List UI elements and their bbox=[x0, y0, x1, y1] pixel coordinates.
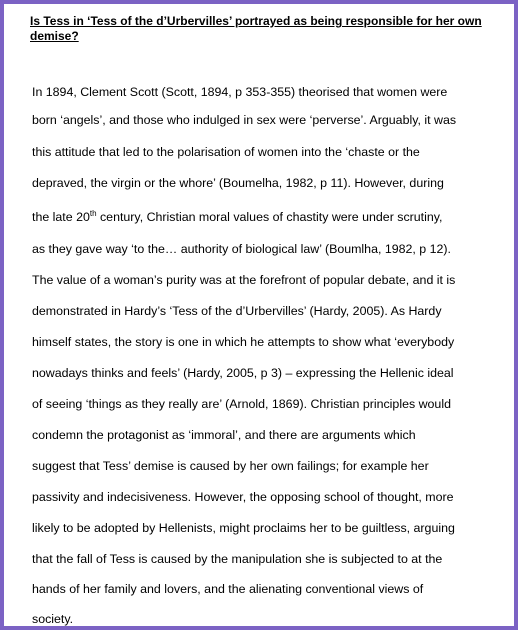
paragraph-line-4: depraved, the virgin or the whore’ (Boumelha, 1982, p 11). However, during bbox=[32, 176, 444, 190]
paragraph-line-7: The value of a woman’s purity was at the forefront of popular debate, and it is bbox=[32, 273, 456, 287]
paragraph-line-5 bbox=[32, 210, 442, 225]
paragraph-line-2: born ‘angels’, and those who indulged in sex were ‘perverse’. Arguably, it was bbox=[32, 113, 457, 127]
paragraph-line-9: himself states, the story is one in which he attempts to show what ‘everybody bbox=[32, 335, 455, 349]
paragraph-line-15: likely to be adopted by Hellenists, might proclaims her to be guiltless, arguing bbox=[32, 521, 455, 535]
paragraph-line-10: nowadays thinks and feels’ (Hardy, 2005, p 3) – expressing the Hellenic ideal bbox=[32, 366, 454, 380]
paragraph-line-18: society. bbox=[32, 612, 74, 626]
paragraph-line-1: In 1894, Clement Scott (Scott, 1894, p 353-355) theorised that women were bbox=[32, 85, 448, 99]
paragraph-line-14: passivity and indecisiveness. However, the opposing school of thought, more bbox=[32, 490, 454, 504]
document-title: Is Tess in ‘Tess of the d’Urbervilles’ portrayed as being responsible for her own demise? bbox=[30, 14, 482, 43]
paragraph-line-11: of seeing ‘things as they really are’ (Arnold, 1869). Christian principles would bbox=[32, 397, 451, 411]
paragraph-line-3: this attitude that led to the polarisation of women into the ‘chaste or the bbox=[32, 145, 420, 159]
paragraph-line-13: suggest that Tess’ demise is caused by her own failings; for example her bbox=[32, 459, 429, 473]
paragraph-line-8: demonstrated in Hardy’s ‘Tess of the d’Urbervilles’ (Hardy, 2005). As Hardy bbox=[32, 304, 442, 318]
paragraph-line-16: that the fall of Tess is caused by the manipulation she is subjected to at the bbox=[32, 552, 443, 566]
paragraph-line-6: as they gave way ‘to the… authority of biological law’ (Boumlha, 1982, p 12). bbox=[32, 242, 451, 256]
line-5-after-sup: century, Christian moral values of chastity were under scrutiny, bbox=[96, 210, 443, 224]
paragraph-line-12: condemn the protagonist as ‘immoral’, and there are arguments which bbox=[32, 428, 416, 442]
line-5-before-sup: the late 20 bbox=[32, 210, 90, 224]
century-superscript: th bbox=[89, 209, 97, 218]
paragraph-line-17: hands of her family and lovers, and the alienating conventional views of bbox=[32, 582, 424, 596]
